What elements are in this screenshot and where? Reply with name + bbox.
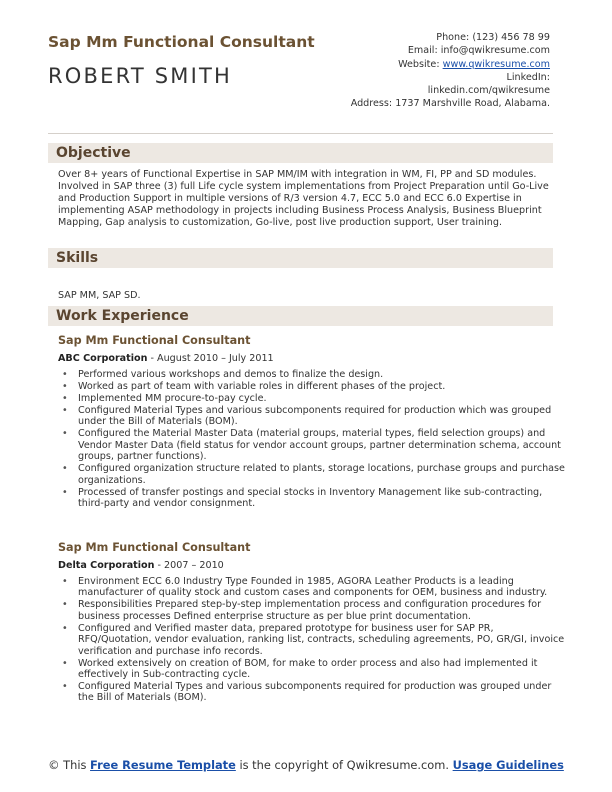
- phone-label: Phone:: [436, 32, 470, 43]
- list-item: • Environment ECC 6.0 Industry Type Founded in 1985, AGORA Leather Products is a leading manufacturer of quality stock and custom cases and components for OEM, business and industry.: [78, 576, 566, 599]
- footer-middle: is the copyright of Qwikresume.com.: [235, 758, 453, 772]
- job-2-dates: - 2007 – 2010: [154, 560, 224, 571]
- list-item: • Configured and Verified master data, prepared prototype for business user for SAP PR, RFQ/Quotation, vendor evaluation, ranking list, contracts, scheduling agreements, PO, GR/GI, invoice verification and purchase info records.: [78, 623, 566, 657]
- list-item: • Worked as part of team with variable roles in different phases of the project.: [78, 381, 566, 392]
- job-1-company: ABC Corporation: [58, 353, 148, 364]
- job-2-company: Delta Corporation: [58, 560, 155, 571]
- list-item: • Worked extensively on creation of BOM, for make to order process and also had implemented it effectively in Sub-contracting cycle.: [78, 658, 566, 681]
- header-divider: [48, 133, 553, 134]
- phone-value: (123) 456 78 99: [472, 32, 550, 43]
- contact-email: [320, 44, 550, 57]
- website-label: Website:: [398, 58, 440, 70]
- job-1-bullets: [58, 369, 566, 510]
- website-link[interactable]: www.qwikresume.com: [442, 58, 550, 70]
- email-value: info@qwikresume.com: [440, 45, 550, 57]
- work-experience-heading: Work Experience: [48, 306, 553, 326]
- job-1-company-line: [58, 353, 274, 364]
- contact-linkedin-value: linkedin.com/qwikresume: [427, 85, 550, 97]
- candidate-name: ROBERT SMITH: [48, 64, 233, 88]
- free-resume-template-link[interactable]: Free Resume Template: [90, 758, 236, 772]
- job-1-dates: - August 2010 – July 2011: [147, 353, 274, 364]
- address-label: Address:: [350, 98, 393, 110]
- list-item: • Configured Material Types and various subcomponents required for production which was grouped under the Bill of Materials (BOM).: [78, 405, 566, 428]
- objective-text: Over 8+ years of Functional Expertise in SAP MM/IM with integration in WM, FI, PP and SD modules. Involved in SAP three (3) full Life cycle system implementations from Project Preparation until Go-Live and Production Support in multiple versions of R/3 version 4.7, ECC 5.0 and ECC 6.0 Expertise in implementing ASAP methodology in projects including Business Process Analysis, Business Blueprint Mapping, Gap analysis to customization, Go-live, post live production support, User training.: [58, 169, 549, 229]
- contact-phone: [320, 31, 550, 44]
- list-item: • Performed various workshops and demos to finalize the design.: [78, 369, 566, 380]
- job-title: Sap Mm Functional Consultant: [48, 33, 315, 51]
- contact-address: [320, 97, 550, 110]
- job-1-title: Sap Mm Functional Consultant: [58, 334, 251, 347]
- job-2-title: Sap Mm Functional Consultant: [58, 541, 251, 554]
- list-item: • Processed of transfer postings and special stocks in Inventory Management like sub-contracting, third-party and vendor consignment.: [78, 487, 566, 510]
- contact-linkedin-label: LinkedIn:: [506, 71, 550, 83]
- job-2-bullets: [58, 576, 566, 704]
- contact-block: [320, 31, 550, 111]
- list-item: • Responsibilities Prepared step-by-step implementation process and configuration procedures for business processes Defined enterprise structure as per blue print documentation.: [78, 599, 566, 622]
- list-item: • Configured Material Types and various subcomponents required for production was grouped under the Bill of Materials (BOM).: [78, 681, 566, 704]
- footer-copyright: [0, 758, 612, 772]
- address-value: 1737 Marshville Road, Alabama.: [395, 98, 550, 110]
- footer-prefix: © This: [48, 758, 91, 772]
- list-item: • Configured the Material Master Data (material groups, material types, field selection groups) and Vendor Master Data (field status for vendor account groups, partner determination schema, account groups, partner functions).: [78, 428, 566, 462]
- job-2-company-line: [58, 560, 224, 571]
- skills-text: SAP MM, SAP SD.: [58, 290, 141, 301]
- contact-website: [320, 58, 550, 71]
- list-item: • Implemented MM procure-to-pay cycle.: [78, 393, 566, 404]
- list-item: • Configured organization structure related to plants, storage locations, purchase groups and purchase organizations.: [78, 463, 566, 486]
- skills-heading: Skills: [48, 248, 553, 268]
- email-label: Email:: [407, 45, 438, 57]
- usage-guidelines-link[interactable]: Usage Guidelines: [452, 758, 564, 772]
- objective-heading: Objective: [48, 143, 553, 163]
